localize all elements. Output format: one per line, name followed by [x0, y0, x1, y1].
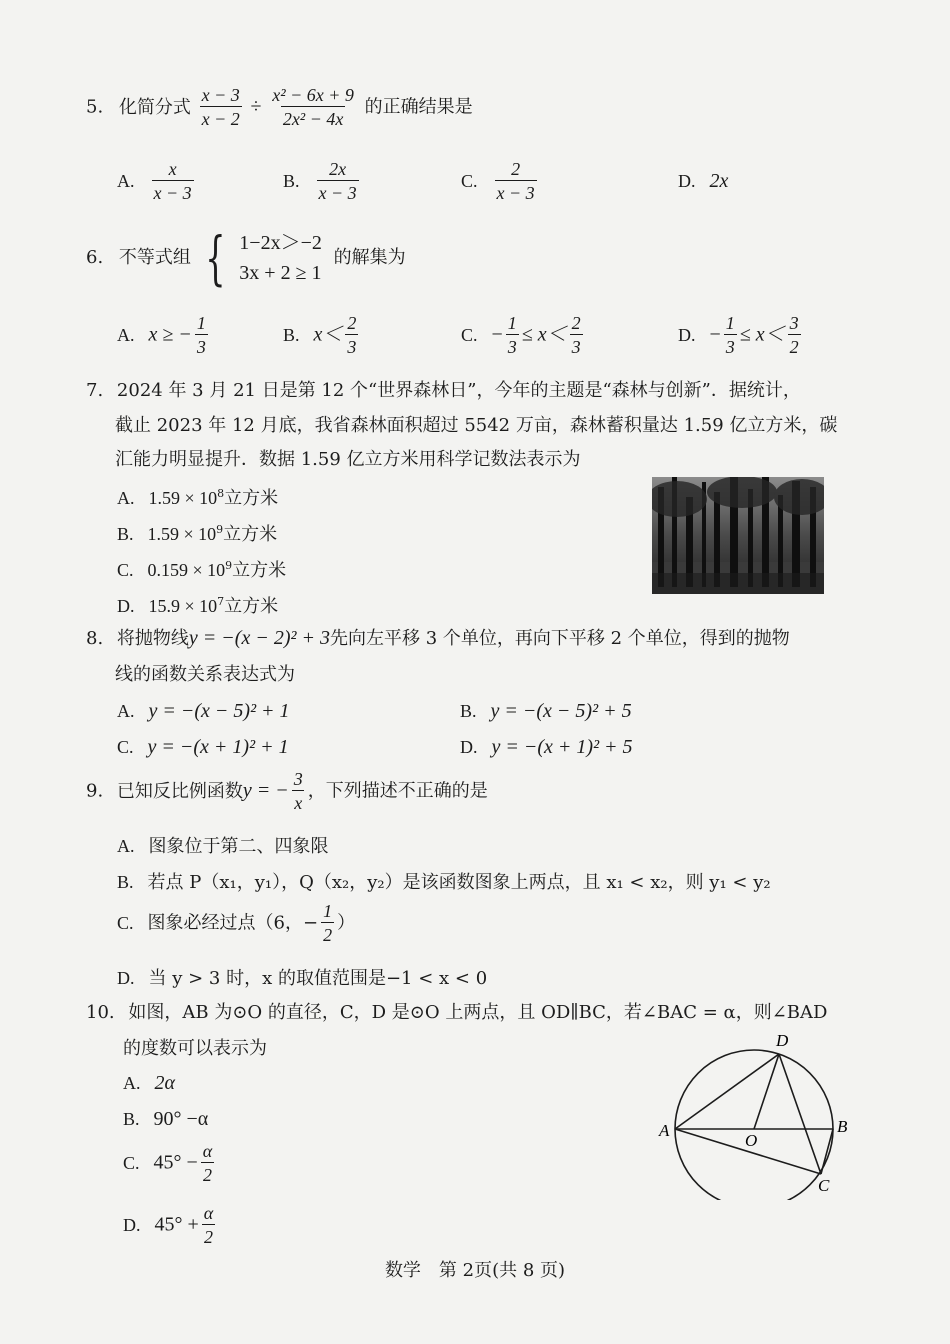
- option-b: [123, 1108, 208, 1131]
- segment-dc: [779, 1054, 821, 1174]
- unit: 立方米: [224, 596, 279, 617]
- question-number: 6.: [86, 247, 104, 268]
- question-text: 的正确结果是: [364, 96, 473, 118]
- option-d: [117, 964, 487, 990]
- option-expr: 1.59 × 10: [147, 524, 217, 544]
- numerator: 1: [507, 313, 517, 333]
- question-text: 2024 年 3 月 21 日是第 12 个“世界森林日”，今年的主题是“森林与创新”．据统计，: [116, 380, 801, 401]
- option-label: B.: [117, 872, 134, 892]
- question-number: 8.: [86, 628, 104, 649]
- question-text: 先向左平移 3 个单位，再向下平移 2 个单位，得到的抛物: [329, 628, 790, 649]
- option-a: [117, 484, 278, 510]
- numerator: 1: [725, 313, 735, 333]
- fraction: [788, 312, 801, 359]
- unit: 立方米: [232, 560, 287, 581]
- option-label: D.: [460, 737, 478, 757]
- option-c: [461, 158, 540, 205]
- question-text: 化简分式: [118, 96, 191, 118]
- option-label: A.: [117, 836, 135, 856]
- denominator: 3: [724, 334, 737, 359]
- denominator: 2x² − 4x: [281, 106, 346, 131]
- question-text: 将抛物线: [116, 628, 189, 649]
- option-label: D.: [678, 324, 696, 345]
- segment-od: [754, 1054, 779, 1129]
- numerator: 3: [293, 769, 303, 789]
- question-text-line: 汇能力明显提升．数据 1.59 亿立方米用科学记数法表示为: [115, 449, 581, 470]
- option-expr: −: [709, 323, 721, 346]
- denominator: x: [292, 790, 304, 815]
- brace-icon: {: [204, 224, 226, 292]
- point-label-d: D: [776, 1031, 789, 1050]
- option-expr: 15.9 × 10: [148, 596, 218, 616]
- segment-ad: [675, 1054, 779, 1129]
- option-c: [117, 736, 289, 759]
- option-b: [283, 158, 362, 205]
- option-label: A.: [117, 701, 135, 721]
- option-a: [117, 700, 290, 723]
- option-text: 图象必经过点（6，−: [147, 912, 319, 934]
- question-text-line: 的度数可以表示为: [123, 1038, 267, 1059]
- point-label-c: C: [818, 1176, 830, 1195]
- option-label: B.: [460, 701, 477, 721]
- page-footer: 数学 第 2页(共 8 页): [384, 1260, 566, 1281]
- option-d: [460, 736, 633, 759]
- option-c: [123, 1140, 217, 1187]
- option-label: C.: [117, 737, 134, 757]
- option-expr: x＜: [313, 323, 343, 346]
- numerator: 1: [323, 901, 333, 921]
- option-d: [123, 1202, 218, 1249]
- option-label: B.: [283, 324, 300, 345]
- point-label-o: O: [745, 1131, 758, 1150]
- option-text: 图象位于第二、四象限: [148, 836, 329, 857]
- divide-sign: ÷: [250, 95, 262, 118]
- denominator: 2: [202, 1224, 215, 1249]
- fraction: [270, 84, 356, 131]
- numerator: 2: [347, 313, 357, 333]
- option-label: C.: [461, 324, 478, 345]
- denominator: 2: [321, 922, 334, 947]
- option-label: C.: [123, 1152, 140, 1173]
- function-expr: y = −: [242, 779, 289, 802]
- numerator: 3: [789, 313, 799, 333]
- option-text: 45° +: [154, 1213, 199, 1236]
- option-value: 2x: [709, 170, 729, 192]
- option-expr: y = −(x + 1)² + 1: [147, 736, 289, 758]
- option-label: B.: [123, 1109, 140, 1129]
- option-expr: ≤ x＜: [739, 323, 785, 346]
- point-label-a: A: [659, 1121, 670, 1140]
- forest-photo: [652, 477, 824, 594]
- option-label: A.: [117, 170, 135, 191]
- fraction: [200, 84, 242, 131]
- option-label: D.: [117, 596, 135, 616]
- segment-bc: [821, 1129, 833, 1174]
- option-label: B.: [117, 524, 134, 544]
- option-text: 若点 P（x₁，y₁），Q（x₂，y₂）是该函数图象上两点，且 x₁ < x₂，则 y₁ < y₂: [147, 872, 771, 893]
- fraction: [292, 768, 305, 815]
- unit: 立方米: [223, 524, 278, 545]
- option-c: [117, 900, 355, 947]
- option-a: [117, 832, 329, 858]
- option-a: [123, 1072, 175, 1095]
- exponent: 9: [225, 559, 233, 572]
- question-9: [86, 768, 488, 815]
- numerator: α: [203, 1203, 214, 1223]
- denominator: 3: [570, 334, 583, 359]
- option-expr: −: [491, 323, 503, 346]
- option-b: [283, 312, 361, 359]
- inequality-line: 3x + 2 ≥ 1: [239, 262, 322, 284]
- numerator: 2: [511, 159, 521, 179]
- option-d: [678, 312, 804, 359]
- option-b: [117, 868, 771, 894]
- numerator: 2x: [329, 159, 347, 179]
- denominator: 3: [345, 334, 358, 359]
- option-expr: y = −(x − 5)² + 5: [490, 700, 632, 722]
- option-expr: y = −(x − 5)² + 1: [148, 700, 290, 722]
- denominator: 3: [506, 334, 519, 359]
- inequality-line: 1−2x＞−2: [239, 232, 322, 254]
- question-5: [86, 84, 473, 131]
- fraction: [202, 1202, 215, 1249]
- option-expr: x ≥ −: [148, 323, 192, 346]
- denominator: 2: [201, 1162, 214, 1187]
- question-text-line: 线的函数关系表达式为: [115, 664, 295, 685]
- exponent: 8: [217, 487, 225, 500]
- fraction: [317, 158, 359, 205]
- point-label-b: B: [837, 1117, 848, 1136]
- denominator: x − 3: [495, 180, 537, 205]
- question-8: [86, 625, 790, 652]
- option-text: 当 y > 3 时，x 的取值范围是−1 < x < 0: [148, 968, 488, 989]
- option-label: B.: [283, 170, 300, 191]
- option-label: D.: [117, 968, 135, 988]
- numerator: 1: [196, 313, 206, 333]
- option-d: [117, 592, 278, 618]
- fraction: [724, 312, 737, 359]
- question-number: 5.: [86, 96, 104, 118]
- option-label: A.: [123, 1073, 141, 1093]
- numerator: 2: [571, 313, 581, 333]
- option-label: A.: [117, 324, 135, 345]
- parabola-expr: y = −(x − 2)² + 3: [188, 627, 330, 649]
- numerator: α: [202, 1141, 213, 1161]
- fraction: [570, 312, 583, 359]
- option-b: [117, 520, 277, 546]
- question-number: 7.: [86, 380, 104, 401]
- option-label: C.: [461, 170, 478, 191]
- fraction: [321, 900, 334, 947]
- fraction: [152, 158, 194, 205]
- option-label: C.: [117, 912, 134, 933]
- fraction: [495, 158, 537, 205]
- option-text: 45° −: [153, 1151, 198, 1174]
- option-text: 2α: [154, 1072, 175, 1094]
- option-text: ）: [337, 912, 356, 934]
- denominator: 2: [788, 334, 801, 359]
- exponent: 7: [217, 595, 225, 608]
- question-10: [86, 1000, 827, 1026]
- option-c: [117, 556, 286, 582]
- option-label: D.: [678, 171, 696, 191]
- question-text: 不等式组: [118, 247, 191, 268]
- numerator: x² − 6x + 9: [272, 85, 354, 105]
- denominator: x − 2: [200, 106, 242, 131]
- denominator: x − 3: [152, 180, 194, 205]
- denominator: 3: [195, 334, 208, 359]
- option-a: [117, 312, 211, 359]
- denominator: x − 3: [317, 180, 359, 205]
- option-expr: 1.59 × 10: [148, 488, 218, 508]
- fraction: [506, 312, 519, 359]
- option-expr: y = −(x + 1)² + 5: [491, 736, 633, 758]
- option-label: A.: [117, 488, 135, 508]
- unit: 立方米: [224, 488, 279, 509]
- numerator: x − 3: [201, 85, 240, 105]
- question-number: 10.: [86, 1002, 115, 1023]
- question-text: ，下列描述不正确的是: [307, 780, 488, 802]
- option-text: 90° −α: [153, 1108, 209, 1130]
- question-text: 的解集为: [333, 247, 406, 268]
- fraction: [195, 312, 208, 359]
- inequality-system: [239, 228, 322, 288]
- numerator: x: [168, 159, 177, 179]
- fraction: [201, 1140, 214, 1187]
- question-number: 9.: [86, 780, 104, 802]
- question-text-line: 截止 2023 年 12 月底，我省森林面积超过 5542 万亩，森林蓄积量达 1.59 亿立方米，碳: [115, 415, 838, 436]
- option-b: [460, 700, 632, 723]
- option-d: [678, 170, 728, 193]
- circle-figure: [655, 1030, 855, 1200]
- question-text: 如图，AB 为⊙O 的直径，C，D 是⊙O 上两点，且 OD∥BC，若∠BAC = α，则∠BAD: [128, 1002, 828, 1023]
- fraction: [345, 312, 358, 359]
- question-text: 已知反比例函数: [116, 780, 243, 802]
- option-a: [117, 158, 197, 205]
- option-label: C.: [117, 560, 134, 580]
- exponent: 9: [216, 523, 224, 536]
- option-expr: ≤ x＜: [521, 323, 567, 346]
- question-6: [86, 224, 406, 292]
- option-c: [461, 312, 586, 359]
- option-label: D.: [123, 1214, 141, 1235]
- option-expr: 0.159 × 10: [147, 560, 226, 580]
- question-7: [86, 378, 801, 404]
